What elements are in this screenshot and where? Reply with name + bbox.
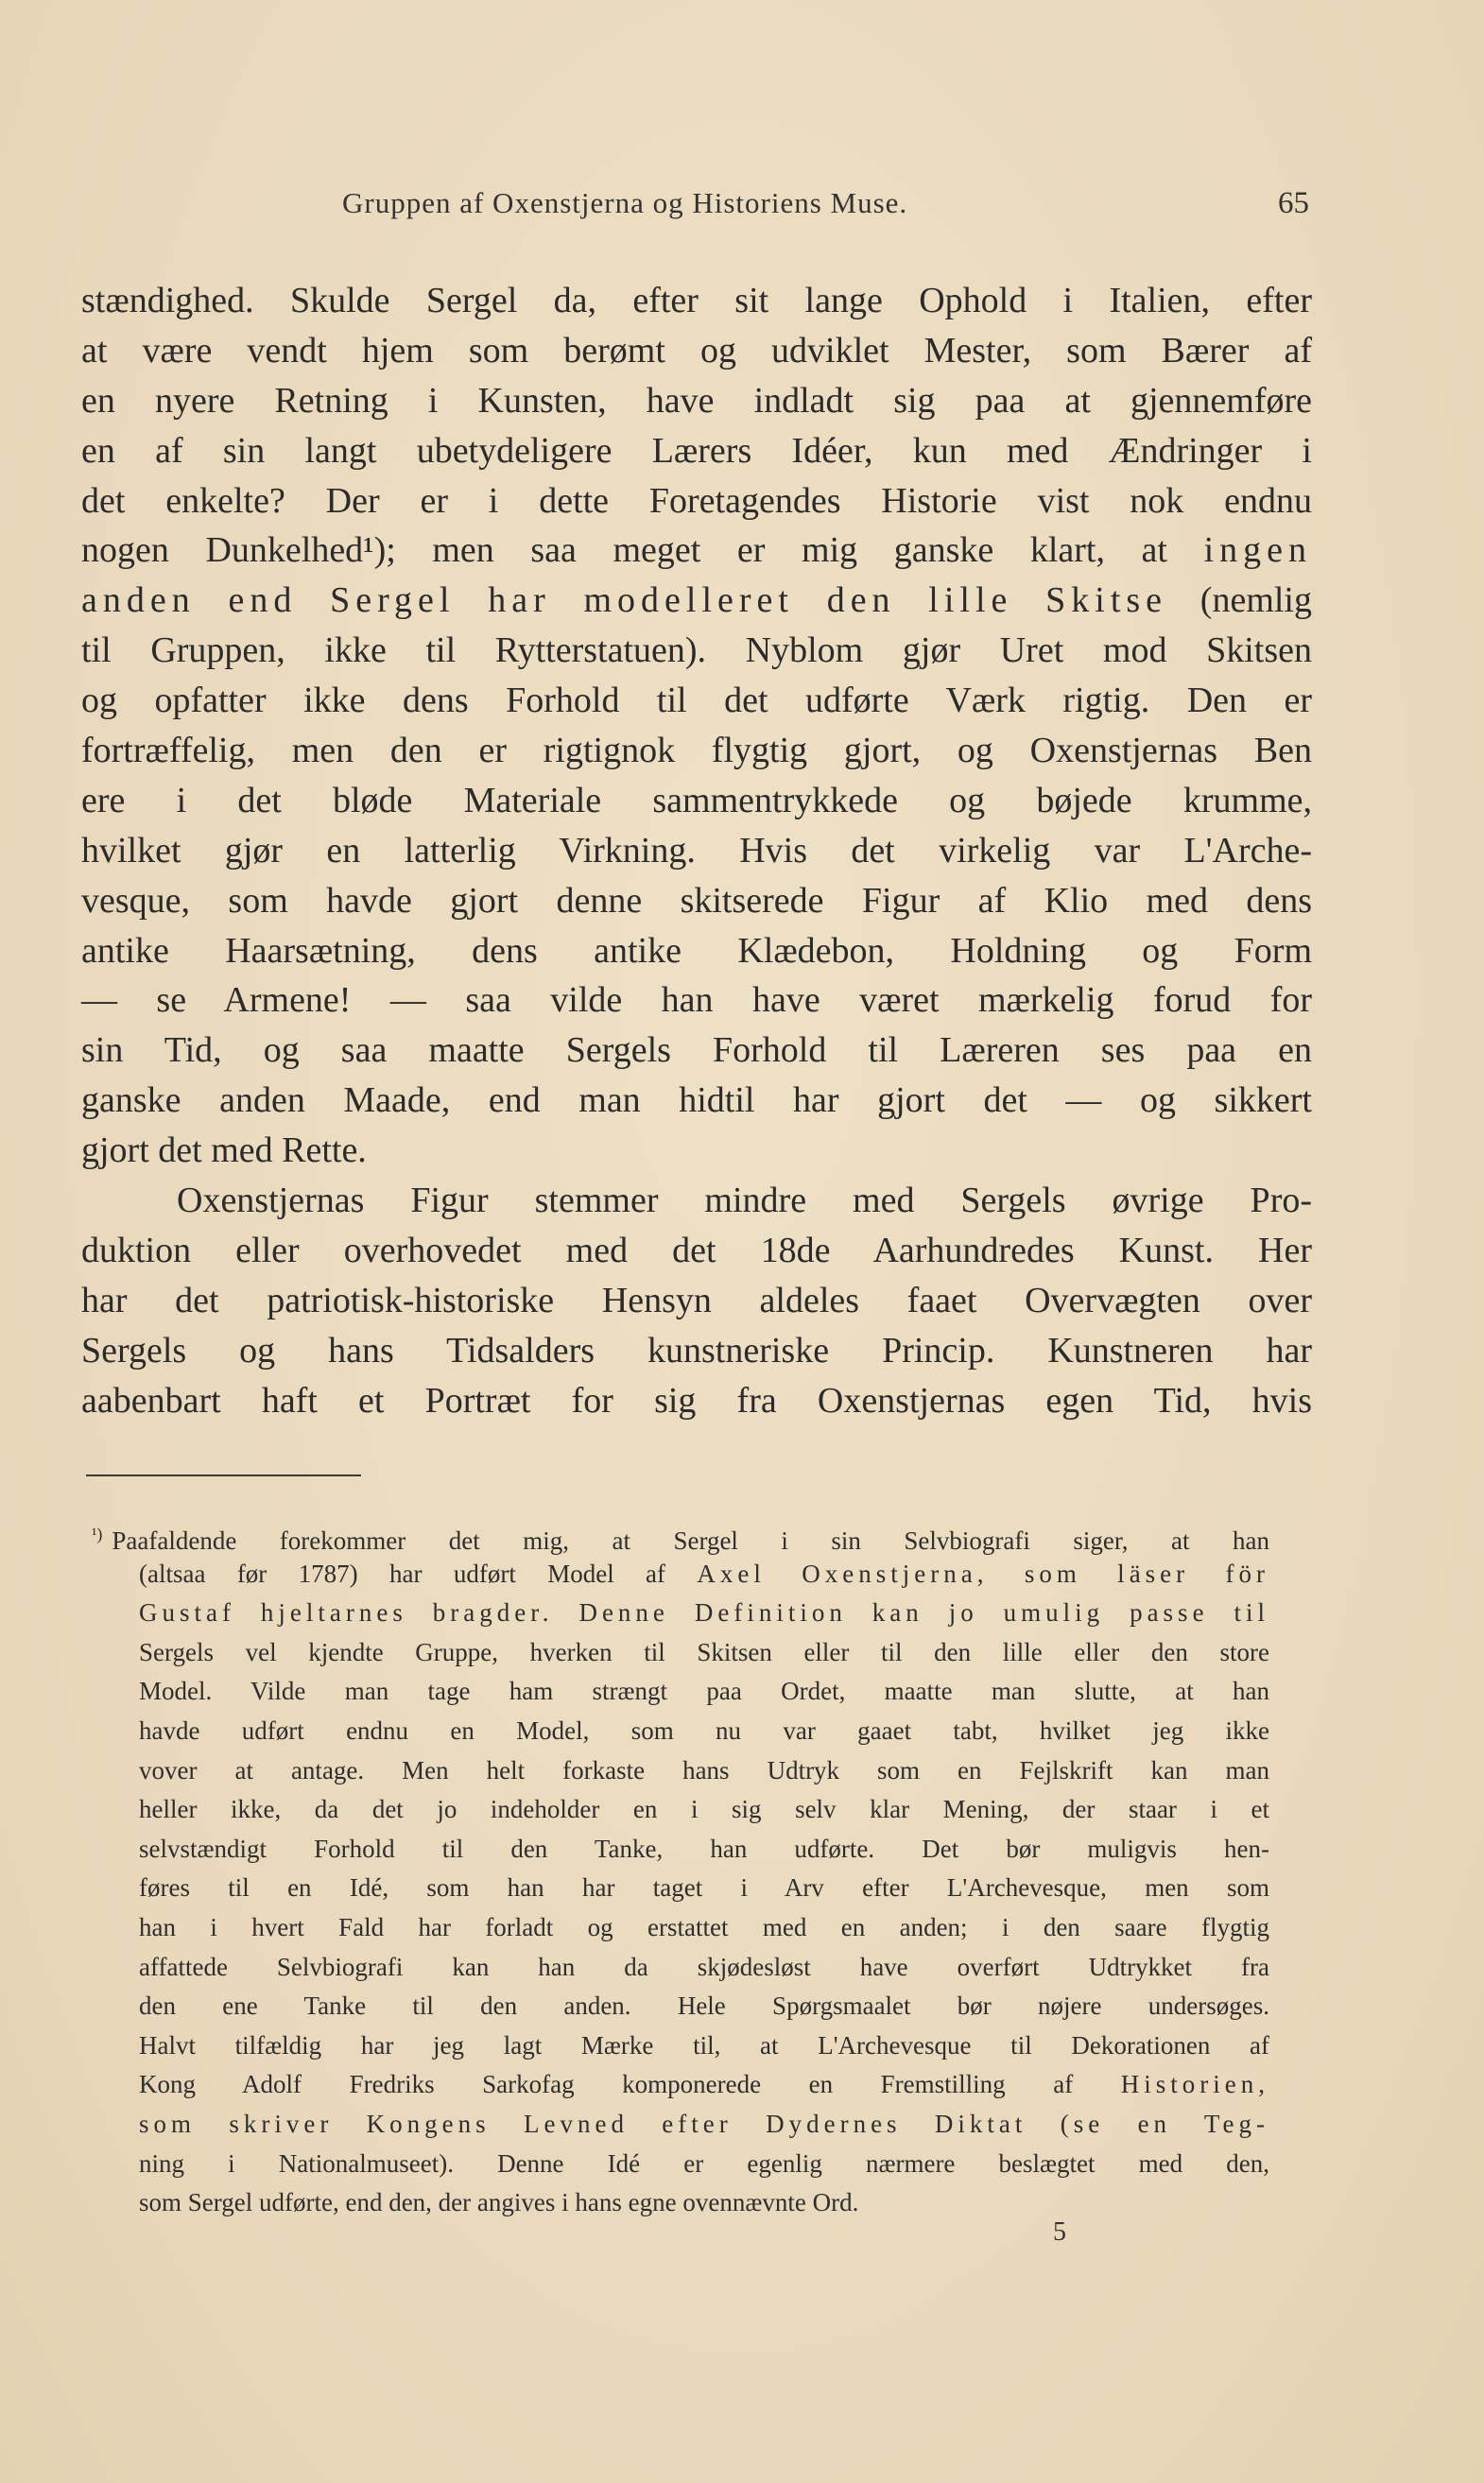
footnote-line: føres til en Idé, som han har taget i Arv efter L'Archevesque, men som [139,1873,1269,1903]
footnote-line: Sergels vel kjendte Gruppe, hverken til Skitsen eller til den lille eller den store [139,1637,1269,1666]
footnote-mark: ¹) [92,1525,103,1543]
footnote-line: som Sergel udførte, end den, der angives i hans egne ovennævnte Ord. [139,2188,859,2217]
body-line: det enkelte? Der er i dette Foretagendes Historie vist nok endnu [81,480,1312,521]
body-line: ere i det bløde Materiale sammentrykkede og bøjede krumme, [81,780,1312,820]
body-line: ganske anden Maade, end man hidtil har gjort det — og sikkert [81,1080,1312,1121]
body-line: en af sin langt ubetydeligere Lærers Idéer, kun med Ændringer i [81,430,1312,471]
body-line: hvilket gjør en latterlig Virkning. Hvis det virkelig var L'Arche- [81,830,1312,871]
body-line: stændighed. Skulde Sergel da, efter sit lange Ophold i Italien, efter [81,281,1312,320]
running-head [0,186,1484,235]
body-line [81,526,1312,576]
body-line: antike Haarsætning, dens antike Klædebon, Holdning og Form [81,930,1312,971]
spaced-phrase: Historien, [1120,2070,1269,2099]
body-line: fortræffelig, men den er rigtignok flygtig gjort, og Oxenstjernas Ben [81,731,1312,771]
spaced-phrase: Axel Oxenstjerna, som läser för [697,1559,1269,1588]
body-line: Sergels og hans Tidsalders kunstneriske Princip. Kunstneren har [81,1330,1312,1371]
footnote-line [92,1515,1269,1555]
footnote-line: heller ikke, da det jo indeholder en i sig selv klar Mening, der staar i et [139,1795,1269,1824]
page-number: 65 [1278,186,1309,220]
footnote-line: vover at antage. Men helt forkaste hans Udtryk som en Fejlskrift kan man [139,1755,1269,1785]
footnote-line: Gustaf hjeltarnes bragder. Denne Definition kan jo umulig passe til [139,1598,1269,1628]
body-line: gjort det med Rette. [81,1130,367,1171]
footnote-divider [86,1474,361,1476]
footnote-line: Model. Vilde man tage ham strængt paa Ordet, maatte man slutte, at han [139,1677,1269,1706]
footnote-line: havde udført endnu en Model, som nu var gaaet tabt, hvilket jeg ikke [139,1716,1269,1745]
footnote-line: selvstændigt Forhold til den Tanke, han udførte. Det bør muligvis hen- [139,1834,1269,1863]
footnote-line: Halvt tilfældig har jeg lagt Mærke til, at L'Archevesque til Dekorationen af [139,2030,1269,2060]
footnote-line: affattede Selvbiografi kan han da skjødesløst have overført Udtrykket fra [139,1952,1269,1981]
body-text [81,276,1312,1425]
footnotes [92,1515,1269,2223]
footnote-line: ning i Nationalmuseet). Denne Idé er egenlig nærmere beslægtet med den, [139,2148,1269,2178]
body-line: — se Armene! — saa vilde han have været mærkelig forud for [81,980,1312,1021]
body-line: sin Tid, og saa maatte Sergels Forhold til Læreren ses paa en [81,1030,1312,1071]
body-line: har det patriotisk-historiske Hensyn aldeles faaet Overvægten over [81,1280,1312,1320]
footnote-line [92,1555,1269,1595]
body-line: Oxenstjernas Figur stemmer mindre med Sergels øvrige Pro- [177,1181,1312,1221]
body-line-text: anden end Sergel har modelleret den lille Skitse [81,580,1168,621]
footnote-line-text: Kong Adolf Fredriks Sarkofag komponerede en Fremstilling af [139,2070,1074,2099]
body-line: at være vendt hjem som berømt og udviklet Mester, som Bærer af [81,330,1312,371]
body-line-text: nogen Dunkelhed¹); men saa meget er mig ganske klart, at [81,530,1167,571]
body-line: aabenbart haft et Portræt for sig fra Oxenstjernas egen Tid, hvis [81,1380,1312,1421]
footnote-line: han i hvert Fald har forladt og erstattet med en anden; i den saare flygtig [139,1912,1269,1941]
body-line: duktion eller overhovedet med det 18de Aarhundredes Kunst. Her [81,1230,1312,1270]
footnote-line: som skriver Kongens Levned efter Dydernes Diktat (se en Teg- [139,2109,1269,2138]
footnote-line-text: Paafaldende forekommer det mig, at Sergel i sin Selvbiografi siger, at han [112,1526,1269,1555]
body-line [81,576,1312,626]
body-line: til Gruppen, ikke til Rytterstatuen). Nyblom gjør Uret mod Skitsen [81,630,1312,671]
footnote-line [92,2065,1269,2105]
footnote-line-text: (altsaa før 1787) har udført Model af [139,1559,666,1588]
body-line: vesque, som havde gjort denne skitserede Figur af Klio med dens [81,880,1312,921]
signature-mark: 5 [1053,2217,1066,2247]
body-line: en nyere Retning i Kunsten, have indladt sig paa at gjennemføre [81,380,1312,421]
body-line: og opfatter ikke dens Forhold til det udførte Værk rigtig. Den er [81,681,1312,721]
body-line-text: (nemlig [1199,580,1312,621]
footnote-line: den ene Tanke til den anden. Hele Spørgsmaalet bør nøjere undersøges. [139,1992,1269,2021]
spaced-word: ingen [1203,530,1313,571]
running-title: Gruppen af Oxenstjerna og Historiens Muse. [342,186,908,219]
